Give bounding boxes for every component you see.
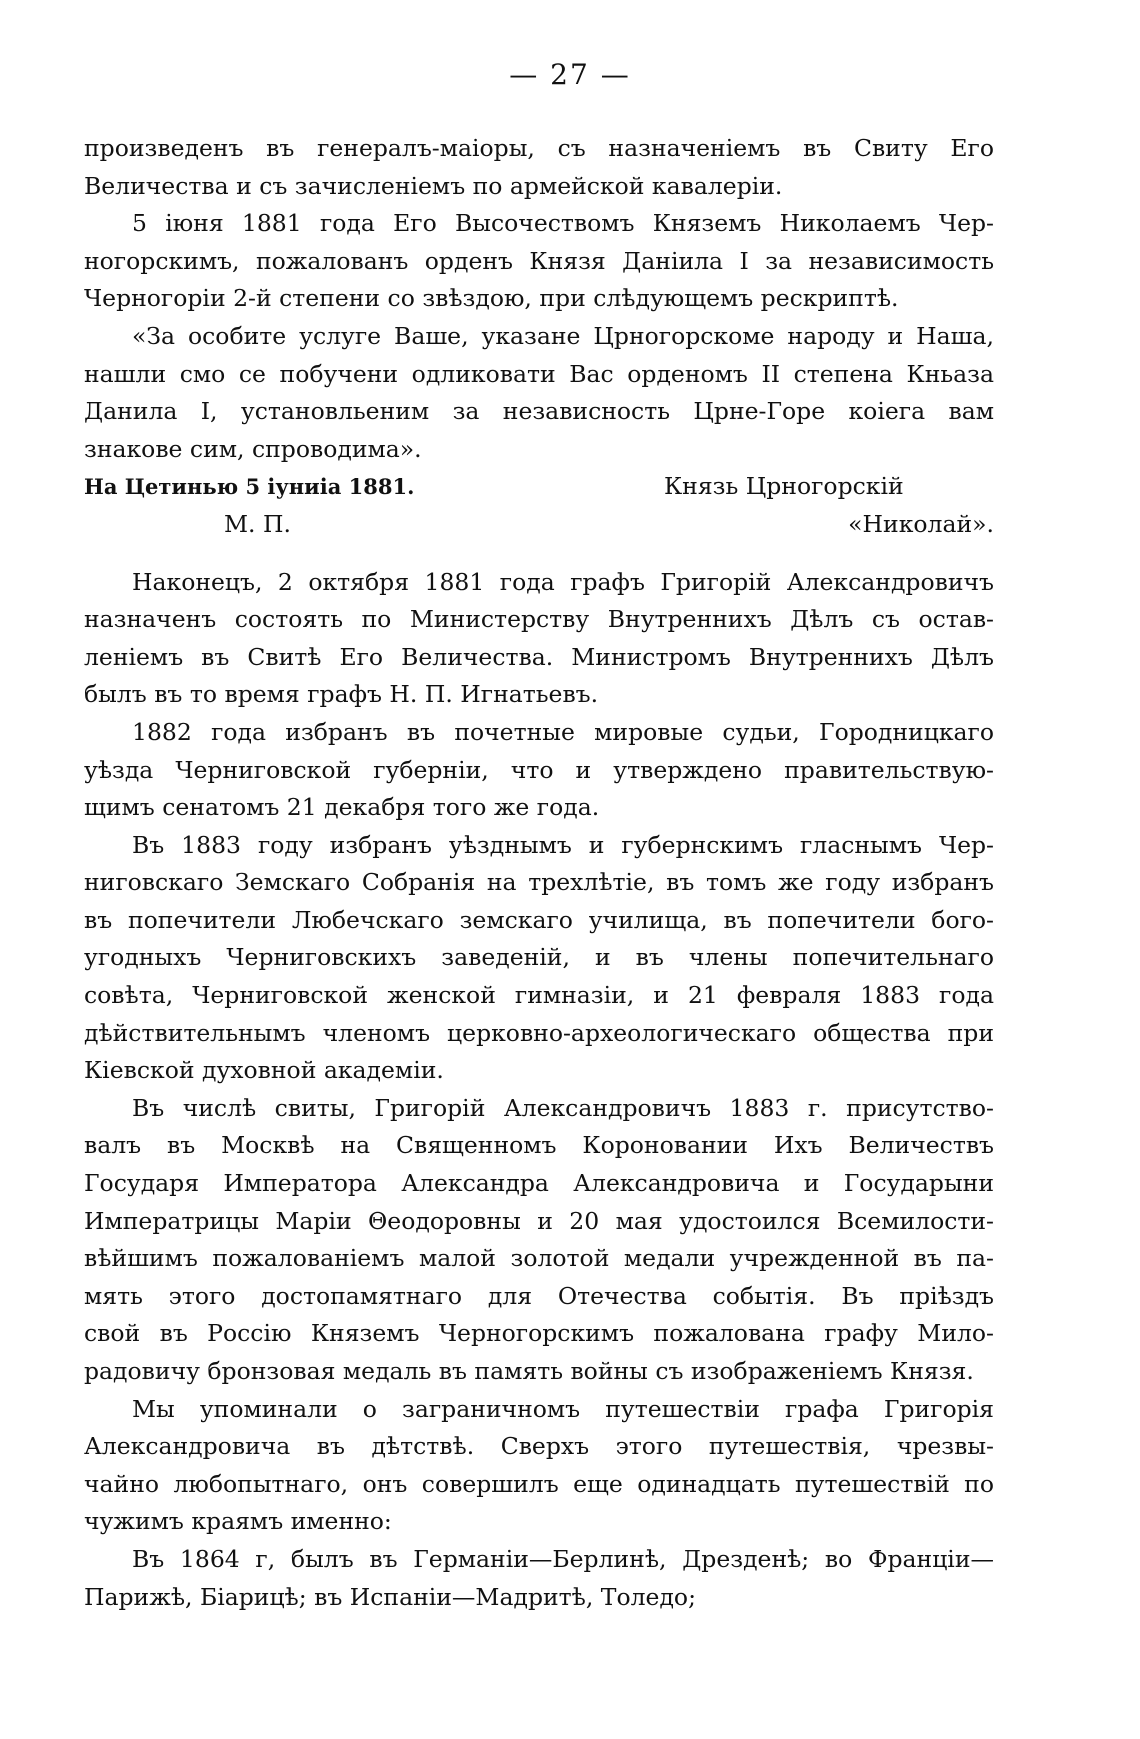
text-line: Величества и съ зачисленіемъ по армейской кавалеріи. bbox=[84, 171, 783, 200]
text-line: свой въ Россію Княземъ Черногорскимъ пожалована графу Мило- bbox=[84, 1319, 994, 1348]
text-line: уѣзда Черниговской губерніи, что и утверждено правительствую- bbox=[84, 755, 994, 784]
seal-mark: М. П. bbox=[224, 509, 291, 538]
text-line: совѣта, Черниговской женской гимназіи, и 21 февраля 1883 года bbox=[84, 981, 994, 1010]
text-line: нашли смо се побучени одликовати Вас орденомъ II степена Кньаза bbox=[84, 359, 994, 388]
text-line: знакове сим, спроводима». bbox=[84, 434, 422, 463]
text-line: Парижѣ, Біарицѣ; въ Испаніи—Мадритѣ, Толедо; bbox=[84, 1582, 696, 1611]
text-line: Въ 1883 году избранъ уѣзднымъ и губернскимъ гласнымъ Чер- bbox=[132, 830, 994, 859]
signature-name: «Николай». bbox=[848, 509, 994, 538]
text-line: радовичу бронзовая медаль въ память войны съ изображеніемъ Князя. bbox=[84, 1357, 974, 1385]
text-line: леніемъ въ Свитѣ Его Величества. Министромъ Внутреннихъ Дѣлъ bbox=[84, 642, 994, 671]
text-line: произведенъ въ генералъ-маіоры, съ назначеніемъ въ Свиту Его bbox=[84, 134, 994, 162]
text-line: мять этого достопамятнаго для Отечества событія. Въ пріѣздъ bbox=[84, 1281, 994, 1310]
text-line: дѣйствительнымъ членомъ церковно-археологическаго общества при bbox=[84, 1018, 994, 1047]
signature-place: На Цетинью 5 iуниiа 1881. bbox=[84, 474, 415, 500]
text-line: ногорскимъ, пожалованъ орденъ Князя Даніила I за независимость bbox=[84, 246, 994, 275]
text-line: Наконецъ, 2 октября 1881 года графъ Григорій Александровичъ bbox=[132, 567, 994, 596]
text-line: Императрицы Маріи Θеодоровны и 20 мая удостоился Всемилости- bbox=[84, 1206, 994, 1235]
text-line: валъ въ Москвѣ на Священномъ Короновании Ихъ Величествъ bbox=[84, 1131, 994, 1160]
text-line: «За особите услуге Ваше, указане Црногорскоме народу и Наша, bbox=[132, 321, 994, 350]
text-line: Черногоріи 2-й степени со звѣздою, при слѣдующемъ рескриптѣ. bbox=[84, 284, 899, 313]
text-line: 1882 года избранъ въ почетные мировые судьи, Городницкаго bbox=[132, 717, 994, 746]
text-line: 5 іюня 1881 года Его Высочествомъ Княземъ Николаемъ Чер- bbox=[132, 209, 994, 238]
paragraph bbox=[84, 1391, 994, 1541]
paragraph bbox=[84, 130, 994, 205]
text-line: Кіевской духовной академіи. bbox=[84, 1056, 444, 1085]
text-line: Въ 1864 г, былъ въ Германіи—Берлинѣ, Дрезденѣ; во Франціи— bbox=[132, 1544, 994, 1573]
text-line: угодныхъ Черниговскихъ заведеній, и въ члены попечительнаго bbox=[84, 943, 994, 972]
paragraph bbox=[84, 205, 994, 318]
text-line: былъ въ то время графъ Н. П. Игнатьевъ. bbox=[84, 680, 599, 709]
paragraph bbox=[84, 714, 994, 827]
paragraph bbox=[84, 564, 994, 714]
text-line: щимъ сенатомъ 21 декабря того же года. bbox=[84, 793, 600, 822]
text-line: Александровича въ дѣтствѣ. Сверхъ этого путешествія, чрезвы- bbox=[84, 1432, 994, 1461]
text-line: въ попечители Любечскаго земскаго училища, въ попечители бого- bbox=[84, 905, 994, 934]
paragraph bbox=[84, 827, 994, 1090]
rescript-quote bbox=[84, 318, 994, 468]
page-number: — 27 — bbox=[509, 58, 631, 91]
paragraph bbox=[84, 1541, 994, 1616]
signature-title: Князь Црногорскiй bbox=[664, 472, 904, 501]
text-line: чужимъ краямъ именно: bbox=[84, 1507, 392, 1536]
paragraph bbox=[84, 1090, 994, 1391]
text-line: Въ числѣ свиты, Григорій Александровичъ 1883 г. присутство- bbox=[132, 1093, 994, 1122]
text-line: ниговскаго Земскаго Собранія на трехлѣтіе, въ томъ же году избранъ bbox=[84, 868, 994, 897]
text-line: назначенъ состоять по Министерству Внутреннихъ Дѣлъ съ остав- bbox=[84, 605, 994, 634]
text-line: Данила I, установльеним за независность Црне-Горе коiега вам bbox=[84, 397, 994, 426]
text-line: чайно любопытнаго, онъ совершилъ еще одинадцать путешествій по bbox=[84, 1469, 994, 1498]
signature-block bbox=[84, 468, 994, 543]
text-line: вѣйшимъ пожалованіемъ малой золотой медали учрежденной въ па- bbox=[84, 1244, 994, 1273]
text-line: Государя Императора Александра Александровича и Государыни bbox=[84, 1169, 994, 1198]
body-text bbox=[84, 130, 994, 1616]
text-line: Мы упоминали о заграничномъ путешествіи графа Григорія bbox=[132, 1394, 994, 1423]
